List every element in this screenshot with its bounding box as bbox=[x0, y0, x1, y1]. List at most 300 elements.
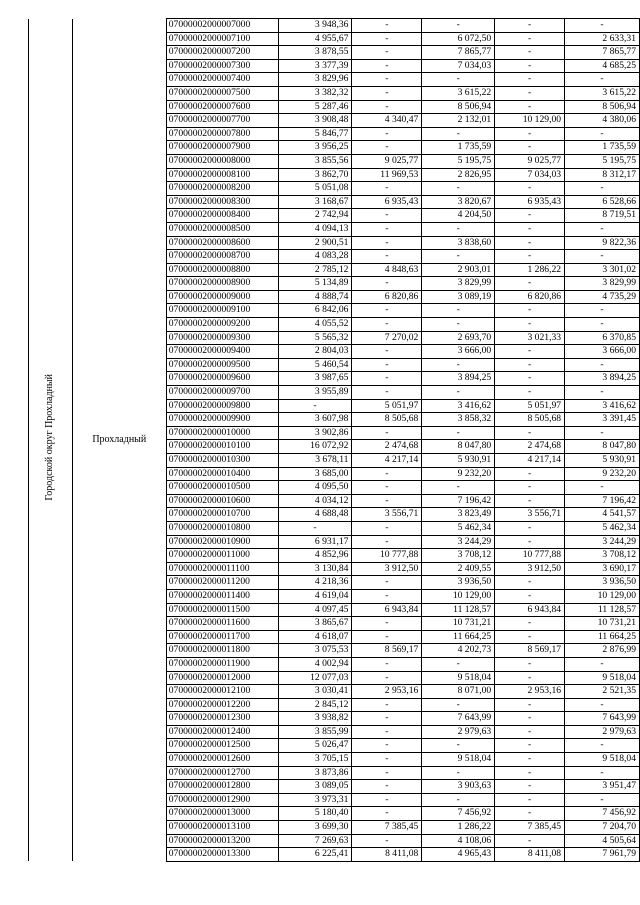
value-cell-col-1: 3 862,70 bbox=[278, 168, 352, 182]
cadastral-quarter-code: 07000002000011600 bbox=[166, 617, 278, 631]
value-cell-col-5: 11 664,25 bbox=[565, 630, 640, 644]
value-cell-col-2: - bbox=[352, 182, 422, 196]
value-cell-col-3: 3 838,60 bbox=[422, 236, 495, 250]
value-cell-col-4: - bbox=[495, 753, 565, 767]
cadastral-quarter-code: 07000002000008400 bbox=[166, 209, 278, 223]
value-cell-col-3: - bbox=[422, 481, 495, 495]
value-cell-col-5: - bbox=[565, 304, 640, 318]
value-cell-col-5: 8 047,80 bbox=[565, 440, 640, 454]
value-cell-col-2: - bbox=[352, 657, 422, 671]
value-cell-col-5: 6 370,85 bbox=[565, 331, 640, 345]
cadastral-quarter-code: 07000002000007300 bbox=[166, 59, 278, 73]
value-cell-col-4: - bbox=[495, 807, 565, 821]
value-cell-col-4: 9 025,77 bbox=[495, 154, 565, 168]
municipality-cell bbox=[29, 19, 73, 862]
value-cell-col-5: 5 462,34 bbox=[565, 521, 640, 535]
value-cell-col-3: 3 416,62 bbox=[422, 399, 495, 413]
value-cell-col-4: 10 777,88 bbox=[495, 549, 565, 563]
value-cell-col-3: 1 735,59 bbox=[422, 141, 495, 155]
value-cell-col-2: - bbox=[352, 780, 422, 794]
cadastral-quarter-code: 07000002000007000 bbox=[166, 19, 278, 33]
value-cell-col-4: - bbox=[495, 209, 565, 223]
cadastral-quarter-code: 07000002000013100 bbox=[166, 821, 278, 835]
value-cell-col-3: 3 894,25 bbox=[422, 372, 495, 386]
value-cell-col-5: - bbox=[565, 766, 640, 780]
value-cell-col-4: - bbox=[495, 725, 565, 739]
value-cell-col-3: 4 108,06 bbox=[422, 834, 495, 848]
cadastral-quarter-code: 07000002000012400 bbox=[166, 725, 278, 739]
value-cell-col-2: - bbox=[352, 576, 422, 590]
value-cell-col-1: 4 955,67 bbox=[278, 32, 352, 46]
value-cell-col-5: 7 204,70 bbox=[565, 821, 640, 835]
value-cell-col-1: 4 097,45 bbox=[278, 603, 352, 617]
value-cell-col-5: 5 195,75 bbox=[565, 154, 640, 168]
value-cell-col-5: 10 731,21 bbox=[565, 617, 640, 631]
cadastral-quarter-code: 07000002000011900 bbox=[166, 657, 278, 671]
cadastral-quarter-code: 07000002000008900 bbox=[166, 277, 278, 291]
cadastral-quarter-code: 07000002000008200 bbox=[166, 182, 278, 196]
value-cell-col-2: - bbox=[352, 535, 422, 549]
cadastral-quarter-code: 07000002000009600 bbox=[166, 372, 278, 386]
value-cell-col-1: 3 089,05 bbox=[278, 780, 352, 794]
value-cell-col-2: - bbox=[352, 766, 422, 780]
value-cell-col-1: 5 846,77 bbox=[278, 127, 352, 141]
value-cell-col-1: 4 688,48 bbox=[278, 508, 352, 522]
cadastral-quarter-code: 07000002000009100 bbox=[166, 304, 278, 318]
value-cell-col-4: - bbox=[495, 793, 565, 807]
value-cell-col-5: 6 528,66 bbox=[565, 195, 640, 209]
value-cell-col-2: - bbox=[352, 630, 422, 644]
value-cell-col-2: - bbox=[352, 318, 422, 332]
cadastral-quarter-code: 07000002000010700 bbox=[166, 508, 278, 522]
value-cell-col-2: - bbox=[352, 32, 422, 46]
cadastral-quarter-code: 07000002000010600 bbox=[166, 494, 278, 508]
value-cell-col-4: - bbox=[495, 576, 565, 590]
value-cell-col-4: - bbox=[495, 780, 565, 794]
value-cell-col-4: 6 935,43 bbox=[495, 195, 565, 209]
value-cell-col-4: - bbox=[495, 589, 565, 603]
value-cell-col-5: 7 865,77 bbox=[565, 46, 640, 60]
value-cell-col-1: 3 855,99 bbox=[278, 725, 352, 739]
value-cell-col-3: - bbox=[422, 358, 495, 372]
value-cell-col-2: - bbox=[352, 589, 422, 603]
value-cell-col-3: - bbox=[422, 318, 495, 332]
value-cell-col-4: 2 953,16 bbox=[495, 685, 565, 699]
municipality-name: Городской округ Прохладный bbox=[44, 374, 56, 501]
value-cell-col-1: - bbox=[278, 399, 352, 413]
value-cell-col-4: - bbox=[495, 19, 565, 33]
value-cell-col-5: 7 196,42 bbox=[565, 494, 640, 508]
value-cell-col-5: - bbox=[565, 386, 640, 400]
value-cell-col-5: 5 930,91 bbox=[565, 454, 640, 468]
cadastral-quarter-code: 07000002000011000 bbox=[166, 549, 278, 563]
value-cell-col-3: 8 047,80 bbox=[422, 440, 495, 454]
value-cell-col-5: 4 685,25 bbox=[565, 59, 640, 73]
value-cell-col-1: 2 742,94 bbox=[278, 209, 352, 223]
cadastral-quarter-code: 07000002000007700 bbox=[166, 114, 278, 128]
value-cell-col-1: 3 075,53 bbox=[278, 644, 352, 658]
value-cell-col-4: - bbox=[495, 372, 565, 386]
value-cell-col-1: 3 030,41 bbox=[278, 685, 352, 699]
value-cell-col-1: 4 083,28 bbox=[278, 250, 352, 264]
value-cell-col-4: - bbox=[495, 100, 565, 114]
value-cell-col-4: 8 569,17 bbox=[495, 644, 565, 658]
value-cell-col-1: 3 908,48 bbox=[278, 114, 352, 128]
value-cell-col-5: - bbox=[565, 182, 640, 196]
value-cell-col-4: - bbox=[495, 127, 565, 141]
value-cell-col-2: - bbox=[352, 236, 422, 250]
value-cell-col-3: - bbox=[422, 386, 495, 400]
value-cell-col-1: 3 955,89 bbox=[278, 386, 352, 400]
value-cell-col-3: - bbox=[422, 793, 495, 807]
value-cell-col-2: - bbox=[352, 494, 422, 508]
value-cell-col-1: 3 678,11 bbox=[278, 454, 352, 468]
value-cell-col-3: 7 865,77 bbox=[422, 46, 495, 60]
value-cell-col-3: 10 731,21 bbox=[422, 617, 495, 631]
value-cell-col-1: 4 034,12 bbox=[278, 494, 352, 508]
value-cell-col-5: - bbox=[565, 698, 640, 712]
value-cell-col-3: 5 930,91 bbox=[422, 454, 495, 468]
value-cell-col-3: 9 518,04 bbox=[422, 671, 495, 685]
value-cell-col-1: 3 377,39 bbox=[278, 59, 352, 73]
cadastral-quarter-code: 07000002000012500 bbox=[166, 739, 278, 753]
value-cell-col-4: - bbox=[495, 277, 565, 291]
value-cell-col-4: - bbox=[495, 617, 565, 631]
value-cell-col-4: 3 912,50 bbox=[495, 562, 565, 576]
value-cell-col-5: 7 961,79 bbox=[565, 848, 640, 862]
value-cell-col-1: 3 685,00 bbox=[278, 467, 352, 481]
value-cell-col-3: 1 286,22 bbox=[422, 821, 495, 835]
value-cell-col-1: 3 987,65 bbox=[278, 372, 352, 386]
value-cell-col-4: - bbox=[495, 698, 565, 712]
value-cell-col-4: 6 943,84 bbox=[495, 603, 565, 617]
value-cell-col-4: - bbox=[495, 766, 565, 780]
value-cell-col-1: 3 168,67 bbox=[278, 195, 352, 209]
value-cell-col-5: 3 690,17 bbox=[565, 562, 640, 576]
value-cell-col-3: 4 204,50 bbox=[422, 209, 495, 223]
value-cell-col-4: - bbox=[495, 521, 565, 535]
value-cell-col-3: 3 903,63 bbox=[422, 780, 495, 794]
value-cell-col-5: 3 391,45 bbox=[565, 413, 640, 427]
cadastral-quarter-code: 07000002000010400 bbox=[166, 467, 278, 481]
value-cell-col-2: 8 569,17 bbox=[352, 644, 422, 658]
cadastral-quarter-code: 07000002000011700 bbox=[166, 630, 278, 644]
cadastral-quarter-code: 07000002000013300 bbox=[166, 848, 278, 862]
value-cell-col-1: 4 852,96 bbox=[278, 549, 352, 563]
value-cell-col-4: - bbox=[495, 657, 565, 671]
value-cell-col-1: 5 460,54 bbox=[278, 358, 352, 372]
cadastral-quarter-code: 07000002000010800 bbox=[166, 521, 278, 535]
value-cell-col-5: 8 719,51 bbox=[565, 209, 640, 223]
value-cell-col-3: 5 195,75 bbox=[422, 154, 495, 168]
value-cell-col-3: 4 965,43 bbox=[422, 848, 495, 862]
value-cell-col-3: 2 132,01 bbox=[422, 114, 495, 128]
value-cell-col-3: 2 409,55 bbox=[422, 562, 495, 576]
cadastral-quarter-code: 07000002000007200 bbox=[166, 46, 278, 60]
value-cell-col-2: - bbox=[352, 698, 422, 712]
cadastral-quarter-code: 07000002000009400 bbox=[166, 345, 278, 359]
value-cell-col-4: 8 505,68 bbox=[495, 413, 565, 427]
value-cell-col-2: - bbox=[352, 277, 422, 291]
value-cell-col-5: 4 380,06 bbox=[565, 114, 640, 128]
value-cell-col-1: 5 026,47 bbox=[278, 739, 352, 753]
value-cell-col-1: 2 804,03 bbox=[278, 345, 352, 359]
value-cell-col-2: 10 777,88 bbox=[352, 549, 422, 563]
value-cell-col-5: 9 518,04 bbox=[565, 671, 640, 685]
value-cell-col-4: 8 411,08 bbox=[495, 848, 565, 862]
value-cell-col-1: 12 077,03 bbox=[278, 671, 352, 685]
value-cell-col-5: 3 708,12 bbox=[565, 549, 640, 563]
value-cell-col-4: - bbox=[495, 46, 565, 60]
value-cell-col-4: 3 021,33 bbox=[495, 331, 565, 345]
value-cell-col-3: - bbox=[422, 426, 495, 440]
cadastral-quarter-code: 07000002000007900 bbox=[166, 141, 278, 155]
value-cell-col-5: 2 521,35 bbox=[565, 685, 640, 699]
value-cell-col-4: - bbox=[495, 141, 565, 155]
value-cell-col-2: - bbox=[352, 250, 422, 264]
value-cell-col-4: - bbox=[495, 481, 565, 495]
value-cell-col-1: 4 094,13 bbox=[278, 222, 352, 236]
cadastral-quarter-code: 07000002000008100 bbox=[166, 168, 278, 182]
value-cell-col-4: - bbox=[495, 494, 565, 508]
value-cell-col-2: - bbox=[352, 304, 422, 318]
value-cell-col-4: - bbox=[495, 345, 565, 359]
value-cell-col-2: - bbox=[352, 617, 422, 631]
value-cell-col-5: 3 615,22 bbox=[565, 86, 640, 100]
cadastral-quarter-code: 07000002000013000 bbox=[166, 807, 278, 821]
cadastral-quarter-code: 07000002000009900 bbox=[166, 413, 278, 427]
value-cell-col-4: - bbox=[495, 250, 565, 264]
value-cell-col-5: 3 951,47 bbox=[565, 780, 640, 794]
value-cell-col-3: 3 708,12 bbox=[422, 549, 495, 563]
value-cell-col-5: 7 643,99 bbox=[565, 712, 640, 726]
value-cell-col-3: 3 820,67 bbox=[422, 195, 495, 209]
value-cell-col-1: 5 565,32 bbox=[278, 331, 352, 345]
value-cell-col-1: 5 287,46 bbox=[278, 100, 352, 114]
value-cell-col-5: 3 244,29 bbox=[565, 535, 640, 549]
value-cell-col-3: - bbox=[422, 222, 495, 236]
value-cell-col-3: 3 823,49 bbox=[422, 508, 495, 522]
cadastral-quarter-code: 07000002000012100 bbox=[166, 685, 278, 699]
value-cell-col-4: - bbox=[495, 318, 565, 332]
value-cell-col-4: 4 217,14 bbox=[495, 454, 565, 468]
value-cell-col-2: - bbox=[352, 100, 422, 114]
value-cell-col-1: 3 938,82 bbox=[278, 712, 352, 726]
value-cell-col-2: 11 969,53 bbox=[352, 168, 422, 182]
cadastral-quarter-code: 07000002000009000 bbox=[166, 290, 278, 304]
cadastral-quarter-code: 07000002000010000 bbox=[166, 426, 278, 440]
value-cell-col-1: 16 072,92 bbox=[278, 440, 352, 454]
value-cell-col-3: - bbox=[422, 657, 495, 671]
cadastral-quarter-code: 07000002000012900 bbox=[166, 793, 278, 807]
value-cell-col-4: - bbox=[495, 630, 565, 644]
cadastral-quarter-code: 07000002000008300 bbox=[166, 195, 278, 209]
value-cell-col-1: 4 218,36 bbox=[278, 576, 352, 590]
value-cell-col-2: 8 411,08 bbox=[352, 848, 422, 862]
value-cell-col-2: 4 340,47 bbox=[352, 114, 422, 128]
value-cell-col-1: 4 095,50 bbox=[278, 481, 352, 495]
value-cell-col-1: 3 607,98 bbox=[278, 413, 352, 427]
value-cell-col-1: 4 002,94 bbox=[278, 657, 352, 671]
value-cell-col-1: 6 225,41 bbox=[278, 848, 352, 862]
value-cell-col-2: - bbox=[352, 345, 422, 359]
cadastral-quarter-code: 07000002000011100 bbox=[166, 562, 278, 576]
value-cell-col-1: 3 878,55 bbox=[278, 46, 352, 60]
value-cell-col-2: 4 848,63 bbox=[352, 263, 422, 277]
value-cell-col-3: 3 244,29 bbox=[422, 535, 495, 549]
value-cell-col-5: 3 666,00 bbox=[565, 345, 640, 359]
value-cell-col-5: 3 829,99 bbox=[565, 277, 640, 291]
value-cell-col-1: 7 269,63 bbox=[278, 834, 352, 848]
value-cell-col-4: 10 129,00 bbox=[495, 114, 565, 128]
value-cell-col-3: 3 829,99 bbox=[422, 277, 495, 291]
value-cell-col-1: 2 845,12 bbox=[278, 698, 352, 712]
value-cell-col-1: 3 902,86 bbox=[278, 426, 352, 440]
value-cell-col-3: 3 089,19 bbox=[422, 290, 495, 304]
value-cell-col-2: - bbox=[352, 671, 422, 685]
value-cell-col-5: - bbox=[565, 481, 640, 495]
value-cell-col-2: - bbox=[352, 753, 422, 767]
cadastral-quarter-code: 07000002000012300 bbox=[166, 712, 278, 726]
value-cell-col-5: 3 416,62 bbox=[565, 399, 640, 413]
value-cell-col-1: 3 948,36 bbox=[278, 19, 352, 33]
cadastral-quarter-code: 07000002000013200 bbox=[166, 834, 278, 848]
value-cell-col-2: 8 505,68 bbox=[352, 413, 422, 427]
value-cell-col-4: - bbox=[495, 426, 565, 440]
value-cell-col-1: 6 842,06 bbox=[278, 304, 352, 318]
value-cell-col-3: 8 506,94 bbox=[422, 100, 495, 114]
value-cell-col-5: 9 518,04 bbox=[565, 753, 640, 767]
value-cell-col-3: 3 666,00 bbox=[422, 345, 495, 359]
value-cell-col-3: 9 232,20 bbox=[422, 467, 495, 481]
value-cell-col-5: - bbox=[565, 657, 640, 671]
value-cell-col-5: - bbox=[565, 793, 640, 807]
value-cell-col-4: - bbox=[495, 73, 565, 87]
value-cell-col-1: 5 134,89 bbox=[278, 277, 352, 291]
value-cell-col-2: - bbox=[352, 59, 422, 73]
value-cell-col-5: - bbox=[565, 73, 640, 87]
cadastral-quarter-code: 07000002000009300 bbox=[166, 331, 278, 345]
cadastral-quarter-code: 07000002000007400 bbox=[166, 73, 278, 87]
value-cell-col-2: - bbox=[352, 73, 422, 87]
value-cell-col-3: 6 072,50 bbox=[422, 32, 495, 46]
value-cell-col-4: - bbox=[495, 535, 565, 549]
value-cell-col-2: 3 912,50 bbox=[352, 562, 422, 576]
value-cell-col-5: 1 735,59 bbox=[565, 141, 640, 155]
value-cell-col-2: 2 953,16 bbox=[352, 685, 422, 699]
cadastral-quarter-code: 07000002000011200 bbox=[166, 576, 278, 590]
value-cell-col-3: 2 826,95 bbox=[422, 168, 495, 182]
value-cell-col-4: - bbox=[495, 671, 565, 685]
cadastral-quarter-code: 07000002000008700 bbox=[166, 250, 278, 264]
value-cell-col-1: - bbox=[278, 521, 352, 535]
value-cell-col-4: 7 034,03 bbox=[495, 168, 565, 182]
value-cell-col-5: - bbox=[565, 127, 640, 141]
value-cell-col-3: 3 936,50 bbox=[422, 576, 495, 590]
value-cell-col-4: - bbox=[495, 739, 565, 753]
value-cell-col-5: - bbox=[565, 19, 640, 33]
value-cell-col-2: 7 385,45 bbox=[352, 821, 422, 835]
value-cell-col-5: 9 822,36 bbox=[565, 236, 640, 250]
value-cell-col-3: 7 034,03 bbox=[422, 59, 495, 73]
settlement-cell bbox=[72, 19, 166, 862]
value-cell-col-3: 10 129,00 bbox=[422, 589, 495, 603]
value-cell-col-3: - bbox=[422, 766, 495, 780]
value-cell-col-3: 11 664,25 bbox=[422, 630, 495, 644]
value-cell-col-5: 2 876,99 bbox=[565, 644, 640, 658]
value-cell-col-1: 3 382,32 bbox=[278, 86, 352, 100]
value-cell-col-4: - bbox=[495, 467, 565, 481]
cadastral-quarter-code: 07000002000010300 bbox=[166, 454, 278, 468]
value-cell-col-4: 5 051,97 bbox=[495, 399, 565, 413]
cadastral-quarter-code: 07000002000012700 bbox=[166, 766, 278, 780]
value-cell-col-3: 3 858,32 bbox=[422, 413, 495, 427]
value-cell-col-3: - bbox=[422, 73, 495, 87]
value-cell-col-5: - bbox=[565, 318, 640, 332]
value-cell-col-2: 6 935,43 bbox=[352, 195, 422, 209]
value-cell-col-5: 4 541,57 bbox=[565, 508, 640, 522]
value-cell-col-2: - bbox=[352, 712, 422, 726]
value-cell-col-2: 4 217,14 bbox=[352, 454, 422, 468]
value-cell-col-5: - bbox=[565, 426, 640, 440]
value-cell-col-2: - bbox=[352, 46, 422, 60]
value-cell-col-2: - bbox=[352, 426, 422, 440]
value-cell-col-4: 3 556,71 bbox=[495, 508, 565, 522]
value-cell-col-3: - bbox=[422, 304, 495, 318]
value-cell-col-5: 7 456,92 bbox=[565, 807, 640, 821]
value-cell-col-2: 9 025,77 bbox=[352, 154, 422, 168]
cadastral-quarter-code: 07000002000011800 bbox=[166, 644, 278, 658]
value-cell-col-3: - bbox=[422, 19, 495, 33]
value-cell-col-5: 10 129,00 bbox=[565, 589, 640, 603]
value-cell-col-4: 6 820,86 bbox=[495, 290, 565, 304]
value-cell-col-2: 3 556,71 bbox=[352, 508, 422, 522]
value-cell-col-1: 2 785,12 bbox=[278, 263, 352, 277]
value-cell-col-2: 2 474,68 bbox=[352, 440, 422, 454]
value-cell-col-2: - bbox=[352, 739, 422, 753]
value-cell-col-5: 8 506,94 bbox=[565, 100, 640, 114]
value-cell-col-5: 2 979,63 bbox=[565, 725, 640, 739]
value-cell-col-1: 6 931,17 bbox=[278, 535, 352, 549]
value-cell-col-2: - bbox=[352, 725, 422, 739]
value-cell-col-4: - bbox=[495, 32, 565, 46]
value-cell-col-5: 11 128,57 bbox=[565, 603, 640, 617]
value-cell-col-3: 11 128,57 bbox=[422, 603, 495, 617]
value-cell-col-4: - bbox=[495, 59, 565, 73]
value-cell-col-1: 5 180,40 bbox=[278, 807, 352, 821]
value-cell-col-5: 3 301,02 bbox=[565, 263, 640, 277]
settlement-name: Прохладный bbox=[92, 433, 147, 445]
value-cell-col-1: 3 130,84 bbox=[278, 562, 352, 576]
value-cell-col-5: 9 232,20 bbox=[565, 467, 640, 481]
value-cell-col-2: - bbox=[352, 793, 422, 807]
value-cell-col-5: 4 735,29 bbox=[565, 290, 640, 304]
cadastral-quarter-code: 07000002000009200 bbox=[166, 318, 278, 332]
value-cell-col-2: - bbox=[352, 127, 422, 141]
value-cell-col-1: 3 973,31 bbox=[278, 793, 352, 807]
cadastral-quarter-code: 07000002000010500 bbox=[166, 481, 278, 495]
value-cell-col-1: 3 829,96 bbox=[278, 73, 352, 87]
value-cell-col-4: - bbox=[495, 358, 565, 372]
value-cell-col-4: - bbox=[495, 834, 565, 848]
value-cell-col-3: - bbox=[422, 698, 495, 712]
value-cell-col-2: 6 820,86 bbox=[352, 290, 422, 304]
value-cell-col-1: 4 888,74 bbox=[278, 290, 352, 304]
value-cell-col-2: - bbox=[352, 372, 422, 386]
value-cell-col-5: 8 312,17 bbox=[565, 168, 640, 182]
value-cell-col-4: - bbox=[495, 304, 565, 318]
value-cell-col-4: - bbox=[495, 182, 565, 196]
